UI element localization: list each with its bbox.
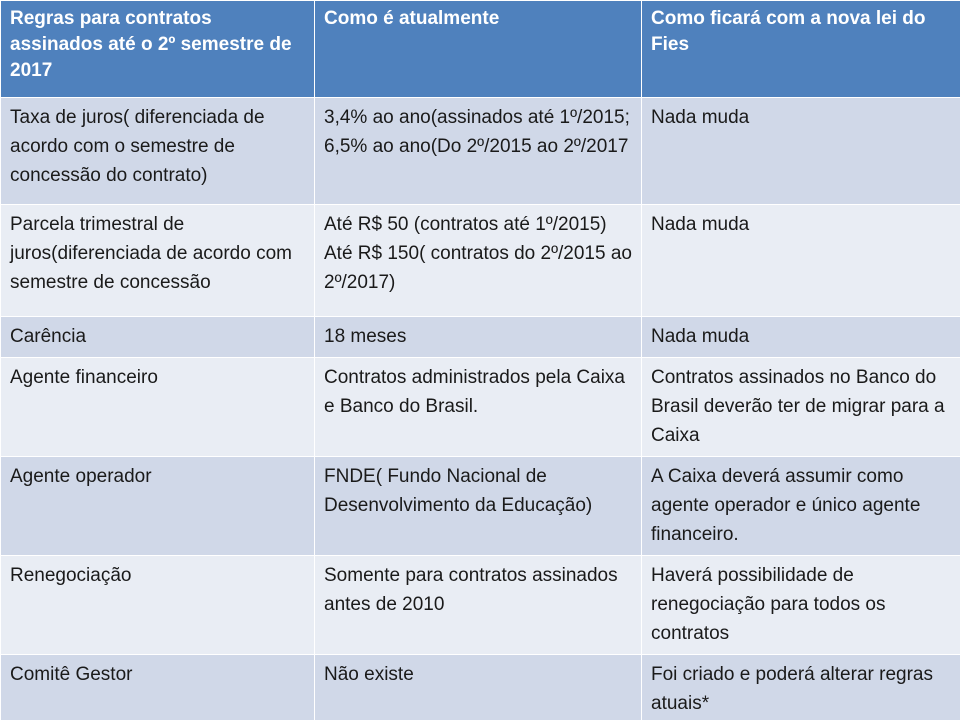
cell-new: Foi criado e poderá alterar regras atuais* [642,655,960,720]
cell-new: A Caixa deverá assumir como agente operador e único agente financeiro. [642,457,960,556]
cell-current: Contratos administrados pela Caixa e Banco do Brasil. [315,358,642,457]
cell-rule: Agente financeiro [1,358,315,457]
cell-current: Até R$ 50 (contratos até 1º/2015) Até R$ 150( contratos do 2º/2015 ao 2º/2017) [315,205,642,317]
cell-current: FNDE( Fundo Nacional de Desenvolvimento da Educação) [315,457,642,556]
cell-new: Haverá possibilidade de renegociação para todos os contratos [642,556,960,655]
cell-current: Somente para contratos assinados antes de 2010 [315,556,642,655]
header-new-law: Como ficará com a nova lei do Fies [642,1,960,98]
table-row [1,655,960,720]
cell-new: Nada muda [642,205,960,317]
table-row [1,205,960,317]
cell-new: Contratos assinados no Banco do Brasil deverão ter de migrar para a Caixa [642,358,960,457]
table-row [1,98,960,205]
table-row [1,556,960,655]
cell-new: Nada muda [642,98,960,205]
cell-rule: Agente operador [1,457,315,556]
cell-current: 18 meses [315,317,642,358]
cell-rule: Taxa de juros( diferenciada de acordo com o semestre de concessão do contrato) [1,98,315,205]
table-row [1,358,960,457]
cell-rule: Renegociação [1,556,315,655]
cell-new: Nada muda [642,317,960,358]
cell-rule: Carência [1,317,315,358]
table-row [1,457,960,556]
header-current: Como é atualmente [315,1,642,98]
cell-rule: Comitê Gestor [1,655,315,720]
header-rules: Regras para contratos assinados até o 2º semestre de 2017 [1,1,315,98]
cell-current: 3,4% ao ano(assinados até 1º/2015; 6,5% ao ano(Do 2º/2015 ao 2º/2017 [315,98,642,205]
cell-current: Não existe [315,655,642,720]
table-header-row [1,1,960,98]
table-row [1,317,960,358]
cell-rule: Parcela trimestral de juros(diferenciada de acordo com semestre de concessão [1,205,315,317]
